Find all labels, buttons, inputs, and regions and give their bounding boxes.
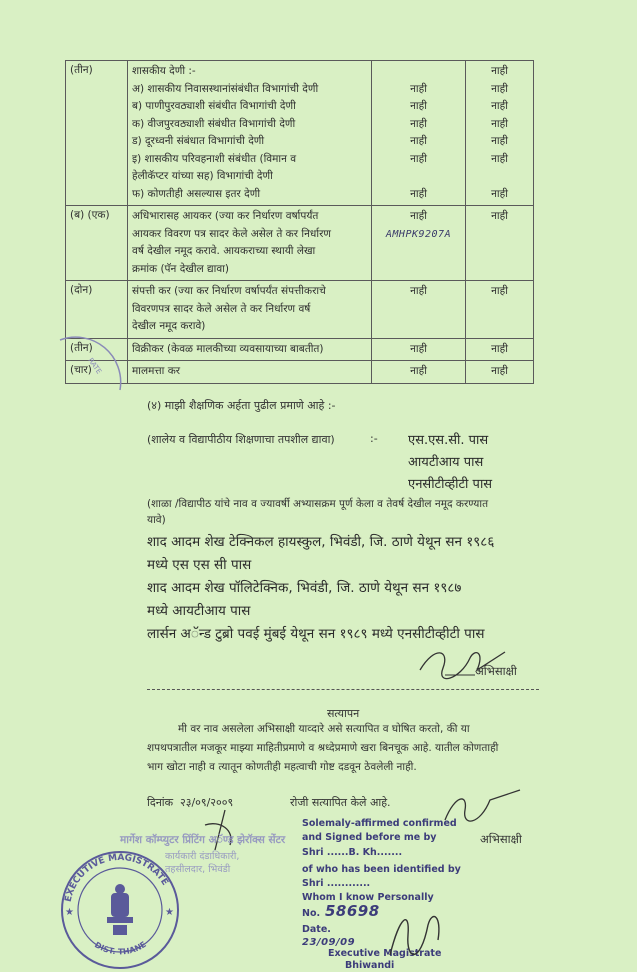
row-value-col3 [372,361,466,383]
row-value-col3 [372,61,466,205]
row-number: (तीन) [66,339,128,361]
value-cell: नाही [491,82,508,95]
education-line-4: मध्ये आयटीआय पास [147,603,251,619]
description-line: ड) दूरध्वनी संबंधात विभागांची देणी [132,135,265,147]
value-cell: नाही [491,152,508,165]
row-number: (चार) [66,361,128,383]
value-cell: AMHPK9207A [385,228,452,240]
row-description [128,281,372,338]
row-value-col4 [466,281,533,338]
education-note-2: यावे) [147,514,166,526]
shop-stamp-line-1: मार्गेश कॉम्प्युटर प्रिंटिंग अॅण्ड झेरॉक्स सेंटर [120,834,286,846]
affirm-line-9: Executive Magistrate [328,948,442,959]
dues-table [65,60,534,384]
svg-text:★: ★ [165,907,174,918]
value-cell: नाही [491,100,508,112]
table-row [66,360,533,383]
verification-heading: सत्यापन [327,707,360,720]
verification-p1: मी वर नाव असलेला अभिसाक्षी याव्दारे असे सत्यापित व घोषित करतो, की या [178,723,470,735]
row-value-col3 [372,339,466,361]
table-row [66,280,533,338]
value-cell: नाही [410,365,427,377]
row-number: (ब) (एक) [66,206,128,280]
row-value-col3 [372,206,466,280]
value-cell [376,63,461,81]
table-row [66,338,533,361]
shop-stamp-line-3: तहसीलदार, भिवंडी [165,864,231,875]
affirm-line-6: Whom I know Personally [302,892,434,903]
description-line: हेलीकॅप्टर यांच्या सह) विभागांची देणी [132,170,273,182]
row-description [128,361,372,383]
description-line: इ) शासकीय परिवहनाशी संबंधीत (विमान व [132,152,297,165]
value-cell: नाही [491,285,508,297]
value-cell: नाही [491,365,508,377]
value-cell: नाही [410,342,427,355]
round-seal [55,845,185,970]
value-cell: नाही [410,117,427,130]
education-line-3: शाद आदम शेख पॉलिटेक्निक, भिवंडी, जि. ठाणे येथून सन १९८७ [147,580,462,596]
svg-text:RATE: RATE [86,356,103,376]
verification-p2: शपथपत्रातील मजकूर माझ्या माहितीप्रमाणे व श्रध्देप्रमाणे खरा बिनचूक आहे. यातील कोणताही [147,742,499,754]
affirm-line-8: Date. [302,924,331,935]
row-description [128,61,372,205]
affirm-line-5: Shri ............ [302,878,371,889]
table-row [66,205,533,280]
row-number: (दोन) [66,281,128,338]
row-value-col4 [466,361,533,383]
signature-label-1: अभिसाक्षी [475,664,517,678]
description-line: संपत्ती कर (ज्या कर निर्धारण वर्षापर्यंत संपत्तीकराचे [132,285,326,297]
signature-label-2: अभिसाक्षी [480,832,522,846]
description-line: अ) शासकीय निवासस्थानांसंबंधीत विभागांची देणी [132,82,319,95]
value-cell: नाही [491,342,508,355]
value-cell: नाही [410,152,427,165]
date-label: दिनांक [147,796,174,809]
description-line: विवरणपत्र सादर केले असेल ते कर निर्धारण वर्ष [132,302,311,315]
qualification-3: एनसीटीव्हीटी पास [408,477,493,492]
emblem-icon [107,884,133,935]
description-line: आयकर विवरण पत्र सादर केले असेल ते कर निर्धारण [132,227,331,240]
value-cell [376,168,461,186]
value-cell: नाही [410,285,427,297]
date-value: २३/०९/२००९ [180,796,234,809]
row-description [128,339,372,361]
verification-p3: भाग खोटा नाही व त्यातून कोणतीही महत्वाची गोष्ट दडवून ठेवलेली नाही. [147,761,417,773]
row-number: (तीन) [66,61,128,205]
value-cell: नाही [410,135,427,147]
seal-bottom-text: DIST. THANE [93,939,148,957]
affirm-line-3: Shri ......B. Kh....... [302,847,403,858]
description-line: क) वीजपुरवठ्याशी संबंधीत विभागांची देणी [132,117,296,130]
description-line: वर्ष देखील नमूद करावे. आयकराच्या स्थायी लेखा [132,245,316,257]
svg-text:★: ★ [65,907,74,918]
magistrate-signature-2 [380,905,450,970]
value-cell: नाही [410,210,427,222]
value-cell: नाही [410,100,427,112]
education-line-1: शाद आदम शेख टेक्निकल हायस्कुल, भिवंडी, जि. ठाणे येथून सन १९८६ [147,534,495,550]
date-suffix: रोजी सत्यापित केले आहे. [290,796,391,809]
row-value-col4 [466,61,533,205]
value-cell [470,168,529,186]
description-line: मालमत्ता कर [132,365,181,377]
education-detail-label: (शालेय व विद्यापीठीय शिक्षणाचा तपशील द्यावा) [147,433,335,446]
value-cell: नाही [491,65,508,77]
affirm-line-7: No. [302,908,321,919]
value-cell: नाही [491,117,508,130]
value-cell: नाही [410,82,427,95]
description-line: शासकीय देणी :- [132,65,196,77]
affirm-line-1: Solemaly-affirmed confirmed [302,818,457,829]
qualification-1: एस.एस.सी. पास [408,433,489,448]
seal-top-text: EXECUTIVE MAGISTRATE [63,852,170,903]
magistrate-signature [195,805,255,855]
row-value-col3 [372,281,466,338]
row-value-col4 [466,206,533,280]
value-cell: नाही [491,187,508,200]
education-line-5: लार्सन अॅन्ड टुब्रो पवई मुंबई येथून सन १९८९ मध्ये एनसीटीव्हीटी पास [147,626,485,642]
qualification-2: आयटीआय पास [408,455,484,470]
value-cell: नाही [491,135,508,147]
separator: :- [370,432,378,445]
education-heading: (४) माझी शैक्षणिक अर्हता पुढील प्रमाणे आहे :- [147,399,336,412]
affirm-number: 58698 [325,902,380,920]
description-line: देखील नमूद करावे) [132,320,206,332]
description-line: फ) कोणतीही असल्यास इतर देणी [132,187,261,200]
description-line: ब) पाणीपुरवठ्याशी संबंधीत विभागांची देणी [132,100,296,112]
education-note-1: (शाळा /विद्यापीठ यांचे नाव व ज्यावर्षी अभ्यासक्रम पूर्ण केला व तेवर्ष देखील नमूद करण्यात [147,498,489,510]
description-line: अधिभारासह आयकर (ज्या कर निर्धारण वर्षापर्यंत [132,210,319,222]
education-line-2: मध्ये एस एस सी पास [147,557,252,573]
svg-text:DIST. THANE [93,940,148,957]
affirm-line-10: Bhiwandi [345,960,395,971]
affirm-line-2: and Signed before me by [302,832,437,843]
seal-fragment-left [40,330,130,410]
row-description [128,206,372,280]
row-value-col4 [466,339,533,361]
affirm-date: 23/09/09 [302,937,356,948]
value-cell: नाही [410,187,427,200]
value-cell: नाही [491,210,508,222]
description-line: विक्रीकर (केवळ मालकीच्या व्यवसायाच्या बाबतीत) [132,342,324,355]
description-line: क्रमांक (पॅन देखील द्यावा) [132,262,230,275]
affirm-line-4: of who has been identified by [302,864,461,875]
divider-dashed [147,689,539,690]
shop-stamp-line-2: कार्यकारी दंडाधिकारी, [165,851,240,862]
table-row [66,61,533,205]
